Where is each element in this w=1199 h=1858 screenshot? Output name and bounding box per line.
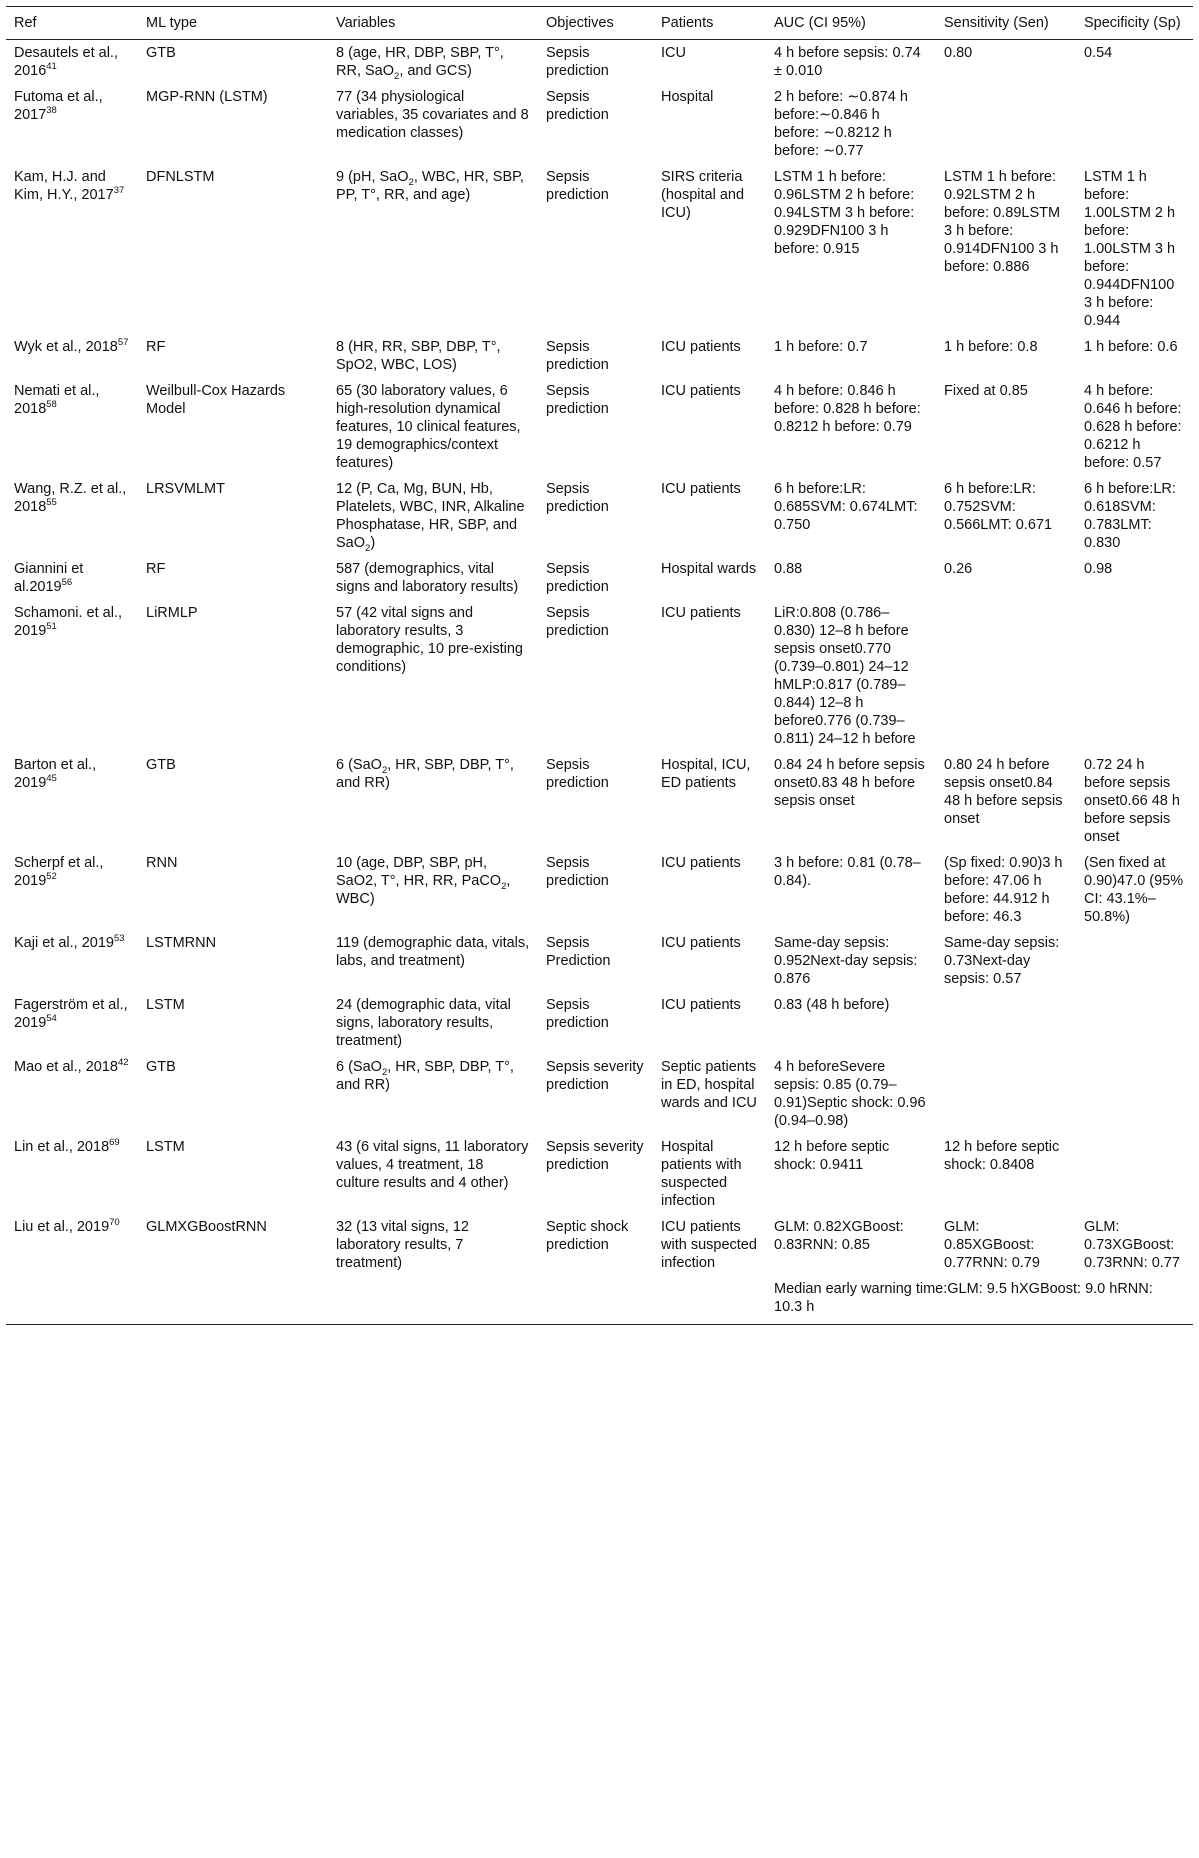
cell-auc: 1 h before: 0.7	[774, 339, 868, 355]
variables-text: , HR, SBP, DBP, T°, and RR)	[336, 757, 514, 791]
subscript: 2	[501, 880, 507, 892]
cell-objectives: Sepsis prediction	[546, 561, 609, 595]
cell-sensitivity	[936, 992, 1076, 1054]
cell-objectives: Sepsis prediction	[546, 169, 609, 203]
cell-ref	[6, 476, 138, 556]
cell-sensitivity	[936, 600, 1076, 752]
cell-variables	[328, 752, 538, 850]
cell-patients: Hospital	[661, 89, 714, 105]
cell-specificity	[1076, 1134, 1193, 1214]
variables-text: 24 (demographic data, vital signs, laboratory results, treatment)	[336, 997, 511, 1049]
cell-specificity: 0.54	[1084, 45, 1113, 61]
cell-sensitivity: 0.80 24 h before sepsis onset0.84 48 h before sepsis onset	[944, 757, 1063, 827]
cell-ref	[6, 378, 138, 476]
variables-text: , WBC)	[336, 873, 511, 907]
cell-ref	[6, 1054, 138, 1134]
variables-text: 12 (P, Ca, Mg, BUN, Hb, Platelets, WBC, INR, Alkaline Phosphatase, HR, SBP, and SaO	[336, 481, 525, 551]
cell-sensitivity: GLM: 0.85XGBoost: 0.77RNN: 0.79	[944, 1219, 1040, 1271]
cell-ml-type: LSTMRNN	[146, 935, 217, 951]
cell-ml-type: LRSVMLMT	[146, 481, 225, 497]
cell-variables	[328, 164, 538, 334]
ref-citation: 52	[46, 871, 57, 883]
ref-citation: 51	[46, 621, 57, 633]
variables-text: 587 (demographics, vital signs and laboratory results)	[336, 561, 519, 595]
cell-objectives: Sepsis prediction	[546, 855, 609, 889]
table-row	[6, 164, 1193, 334]
ml-sepsis-table	[6, 6, 1193, 1325]
cell-patients: ICU patients	[661, 339, 741, 355]
cell-sensitivity: Same-day sepsis: 0.73Next-day sepsis: 0.57	[944, 935, 1060, 987]
cell-ml-type: LSTM	[146, 1139, 185, 1155]
cell-ml-type: GTB	[146, 757, 176, 773]
ref-text: Desautels et al., 2016	[14, 45, 118, 79]
ref-citation: 45	[46, 773, 57, 785]
cell-patients: Septic patients in ED, hospital wards and ICU	[661, 1059, 757, 1111]
cell-sensitivity: 0.80	[944, 45, 973, 61]
cell-objectives: Sepsis prediction	[546, 481, 609, 515]
ref-text: Wyk et al., 2018	[14, 339, 118, 355]
cell-ref	[6, 850, 138, 930]
variables-text: 57 (42 vital signs and laboratory results, 3 demographic, 10 pre-existing conditions)	[336, 605, 523, 675]
cell-patients: SIRS criteria (hospital and ICU)	[661, 169, 745, 221]
header-patients: Patients	[661, 15, 714, 31]
cell-sensitivity: 12 h before septic shock: 0.8408	[944, 1139, 1060, 1173]
variables-text: 8 (HR, RR, SBP, DBP, T°, SpO2, WBC, LOS)	[336, 339, 501, 373]
cell-sensitivity: 6 h before:LR: 0.752SVM: 0.566LMT: 0.671	[944, 481, 1053, 533]
cell-variables	[328, 992, 538, 1054]
cell-patients: ICU patients	[661, 855, 741, 871]
cell-ref	[6, 930, 138, 992]
footnote-early-warning: Median early warning time:GLM: 9.5 hXGBoost: 9.0 hRNN: 10.3 h	[774, 1281, 1153, 1315]
cell-variables	[328, 378, 538, 476]
cell-auc: 3 h before: 0.81 (0.78–0.84).	[774, 855, 921, 889]
ref-citation: 57	[117, 337, 129, 349]
variables-text: 32 (13 vital signs, 12 laboratory results, 7 treatment)	[336, 1219, 469, 1271]
cell-variables	[328, 1054, 538, 1134]
cell-variables	[328, 1134, 538, 1214]
variables-text: 9 (pH, SaO	[336, 169, 409, 185]
subscript: 2	[381, 764, 388, 776]
cell-patients: ICU patients	[661, 481, 741, 497]
variables-text: )	[370, 535, 376, 551]
ref-text: Lin et al., 2018	[14, 1139, 110, 1155]
cell-ref	[6, 752, 138, 850]
ref-text: Scherpf et al., 2019	[14, 855, 104, 889]
ref-text: Mao et al., 2018	[14, 1059, 118, 1075]
cell-ml-type: MGP-RNN (LSTM)	[146, 89, 268, 105]
cell-ref	[6, 164, 138, 334]
cell-specificity	[1076, 992, 1193, 1054]
table-row	[6, 378, 1193, 476]
cell-auc: 4 h before sepsis: 0.74 ± 0.010	[774, 45, 921, 79]
cell-auc: 2 h before: ∼0.874 h before:∼0.846 h before: ∼0.8212 h before: ∼0.77	[774, 89, 908, 159]
cell-specificity: 0.98	[1084, 561, 1113, 577]
cell-specificity	[1076, 1054, 1193, 1134]
cell-sensitivity: 1 h before: 0.8	[944, 339, 1038, 355]
cell-auc: GLM: 0.82XGBoost: 0.83RNN: 0.85	[774, 1219, 904, 1253]
variables-text: 65 (30 laboratory values, 6 high-resolution dynamical features, 10 clinical features, 19 demographics/context features)	[336, 383, 521, 471]
variables-text: 6 (SaO	[336, 1059, 382, 1075]
variables-text: 77 (34 physiological variables, 35 covariates and 8 medication classes)	[336, 89, 529, 141]
variables-text: 8 (age, HR, DBP, SBP, T°, RR, SaO	[336, 45, 504, 79]
header-objectives: Objectives	[546, 15, 614, 31]
cell-objectives: Sepsis prediction	[546, 383, 609, 417]
ref-text: Liu et al., 2019	[14, 1219, 110, 1235]
variables-text: 119 (demographic data, vitals, labs, and treatment)	[336, 935, 530, 969]
ref-text: Kam, H.J. and Kim, H.Y., 2017	[14, 169, 114, 203]
cell-objectives: Sepsis prediction	[546, 997, 609, 1031]
cell-sensitivity: LSTM 1 h before: 0.92LSTM 2 h before: 0.89LSTM 3 h before: 0.914DFN100 3 h before: 0.886	[944, 169, 1061, 275]
cell-sensitivity	[936, 84, 1076, 164]
cell-auc: 4 h before: 0.846 h before: 0.828 h before: 0.8212 h before: 0.79	[774, 383, 921, 435]
cell-ref	[6, 40, 138, 85]
cell-specificity	[1076, 84, 1193, 164]
ref-citation: 55	[46, 497, 57, 509]
cell-patients: Hospital patients with suspected infection	[661, 1139, 742, 1209]
cell-patients: ICU patients with suspected infection	[661, 1219, 757, 1271]
cell-patients: ICU patients	[661, 997, 741, 1013]
cell-objectives: Sepsis prediction	[546, 89, 609, 123]
cell-ml-type: Weilbull-Cox Hazards Model	[146, 383, 286, 417]
cell-sensitivity: 0.26	[944, 561, 973, 577]
cell-ref	[6, 992, 138, 1054]
cell-objectives: Sepsis severity prediction	[546, 1139, 644, 1173]
cell-ml-type: GLMXGBoostRNN	[146, 1219, 267, 1235]
cell-patients: ICU patients	[661, 935, 741, 951]
ref-text: Schamoni. et al., 2019	[14, 605, 122, 639]
cell-patients: ICU	[661, 45, 686, 61]
cell-auc: 0.88	[774, 561, 803, 577]
cell-objectives: Sepsis prediction	[546, 605, 609, 639]
cell-variables	[328, 334, 538, 378]
ref-citation: 54	[46, 1013, 57, 1025]
cell-ml-type: DFNLSTM	[146, 169, 215, 185]
ref-citation: 53	[113, 933, 125, 945]
variables-text: , HR, SBP, DBP, T°, and RR)	[336, 1059, 514, 1093]
cell-ref	[6, 556, 138, 600]
header-specificity: Specificity (Sp)	[1084, 15, 1181, 31]
cell-ml-type: GTB	[146, 45, 176, 61]
ref-citation: 69	[109, 1137, 120, 1149]
cell-specificity: LSTM 1 h before: 1.00LSTM 2 h before: 1.00LSTM 3 h before: 0.944DFN100 3 h before: 0.944	[1084, 169, 1176, 329]
ref-text: Giannini et al.2019	[14, 561, 84, 595]
cell-specificity: (Sen fixed at 0.90)47.0 (95% CI: 43.1%–50.8%)	[1084, 855, 1184, 925]
table-row	[6, 600, 1193, 752]
ref-text: Futoma et al., 2017	[14, 89, 103, 123]
cell-variables	[328, 1214, 538, 1276]
cell-objectives: Septic shock prediction	[546, 1219, 629, 1253]
variables-text: 10 (age, DBP, SBP, pH, SaO2, T°, HR, RR, PaCO	[336, 855, 502, 889]
subscript: 2	[408, 176, 414, 188]
cell-variables	[328, 600, 538, 752]
table-row	[6, 1134, 1193, 1214]
footnote-row	[6, 1276, 1193, 1325]
table-row	[6, 930, 1193, 992]
subscript: 2	[365, 542, 371, 554]
cell-specificity: GLM: 0.73XGBoost: 0.73RNN: 0.77	[1084, 1219, 1180, 1271]
table-row	[6, 1054, 1193, 1134]
variables-text: , WBC, HR, SBP, PP, T°, RR, and age)	[336, 169, 524, 203]
cell-ml-type: LiRMLP	[146, 605, 198, 621]
cell-ref	[6, 600, 138, 752]
variables-text: , and GCS)	[399, 63, 472, 79]
cell-ref	[6, 334, 138, 378]
ref-text: Fagerström et al., 2019	[14, 997, 128, 1031]
cell-patients: Hospital wards	[661, 561, 757, 577]
cell-auc: 0.84 24 h before sepsis onset0.83 48 h before sepsis onset	[774, 757, 925, 809]
table-row	[6, 1214, 1193, 1276]
subscript: 2	[381, 1066, 388, 1078]
ref-citation: 41	[46, 61, 57, 73]
cell-specificity: 6 h before:LR: 0.618SVM: 0.783LMT: 0.830	[1084, 481, 1176, 551]
cell-patients: Hospital, ICU, ED patients	[661, 757, 751, 791]
ref-text: Wang, R.Z. et al., 2018	[14, 481, 127, 515]
table-body	[6, 40, 1193, 1325]
cell-variables	[328, 84, 538, 164]
cell-auc: 12 h before septic shock: 0.9411	[774, 1139, 890, 1173]
variables-text: 6 (SaO	[336, 757, 382, 773]
table-row	[6, 476, 1193, 556]
cell-auc: LSTM 1 h before: 0.96LSTM 2 h before: 0.94LSTM 3 h before: 0.929DFN100 3 h before: 0.915	[774, 169, 915, 257]
cell-patients: ICU patients	[661, 605, 741, 621]
cell-specificity: 1 h before: 0.6	[1084, 339, 1178, 355]
header-ref: Ref	[14, 15, 37, 31]
cell-objectives: Sepsis prediction	[546, 45, 609, 79]
table-row	[6, 334, 1193, 378]
ref-text: Barton et al., 2019	[14, 757, 97, 791]
cell-patients: ICU patients	[661, 383, 741, 399]
table-row	[6, 850, 1193, 930]
cell-sensitivity: (Sp fixed: 0.90)3 h before: 47.06 h before: 44.912 h before: 46.3	[944, 855, 1063, 925]
header-row	[6, 7, 1193, 40]
table-row	[6, 992, 1193, 1054]
header-variables: Variables	[336, 15, 396, 31]
cell-sensitivity: Fixed at 0.85	[944, 383, 1028, 399]
header-sensitivity: Sensitivity (Sen)	[944, 15, 1049, 31]
cell-specificity: 4 h before: 0.646 h before: 0.628 h before: 0.6212 h before: 0.57	[1084, 383, 1182, 471]
cell-ml-type: RF	[146, 561, 166, 577]
cell-objectives: Sepsis prediction	[546, 339, 609, 373]
table-row	[6, 752, 1193, 850]
ref-citation: 42	[118, 1057, 129, 1069]
ref-citation: 56	[61, 577, 73, 589]
ref-citation: 37	[113, 185, 125, 197]
cell-auc: LiR:0.808 (0.786–0.830) 12–8 h before sepsis onset0.770 (0.739–0.801) 24–12 hMLP:0.817 (0.789–0.844) 12–8 h before0.776 (0.739–0.811) 24–12 h before	[774, 605, 916, 747]
cell-specificity: 0.72 24 h before sepsis onset0.66 48 h before sepsis onset	[1084, 757, 1180, 845]
cell-variables	[328, 850, 538, 930]
cell-variables	[328, 556, 538, 600]
cell-objectives: Sepsis prediction	[546, 757, 609, 791]
cell-auc: 4 h beforeSevere sepsis: 0.85 (0.79–0.91)Septic shock: 0.96 (0.94–0.98)	[774, 1059, 926, 1129]
header-ml-type: ML type	[146, 15, 198, 31]
cell-objectives: Sepsis severity prediction	[546, 1059, 644, 1093]
cell-specificity	[1076, 600, 1193, 752]
cell-ref	[6, 1134, 138, 1214]
cell-variables	[328, 40, 538, 85]
ref-citation: 58	[46, 399, 57, 411]
cell-ref	[6, 1214, 138, 1276]
cell-objectives: Sepsis Prediction	[546, 935, 611, 969]
ref-citation: 38	[46, 105, 57, 117]
cell-auc: 0.83 (48 h before)	[774, 997, 890, 1013]
ref-text: Nemati et al., 2018	[14, 383, 100, 417]
cell-ml-type: GTB	[146, 1059, 176, 1075]
subscript: 2	[394, 70, 400, 82]
cell-auc: 6 h before:LR: 0.685SVM: 0.674LMT: 0.750	[774, 481, 918, 533]
footnote-spacer	[6, 1276, 766, 1325]
ref-text: Kaji et al., 2019	[14, 935, 114, 951]
header-auc: AUC (CI 95%)	[774, 15, 866, 31]
variables-text: 43 (6 vital signs, 11 laboratory values, 4 treatment, 18 culture results and 4 other)	[336, 1139, 529, 1191]
table-row	[6, 556, 1193, 600]
table-row	[6, 40, 1193, 85]
cell-ml-type: RF	[146, 339, 166, 355]
cell-auc: Same-day sepsis: 0.952Next-day sepsis: 0.876	[774, 935, 918, 987]
cell-variables	[328, 930, 538, 992]
cell-ref	[6, 84, 138, 164]
cell-specificity	[1076, 930, 1193, 992]
cell-variables	[328, 476, 538, 556]
table-row	[6, 84, 1193, 164]
cell-sensitivity	[936, 1054, 1076, 1134]
ref-citation: 70	[109, 1217, 120, 1229]
cell-ml-type: RNN	[146, 855, 178, 871]
cell-ml-type: LSTM	[146, 997, 185, 1013]
